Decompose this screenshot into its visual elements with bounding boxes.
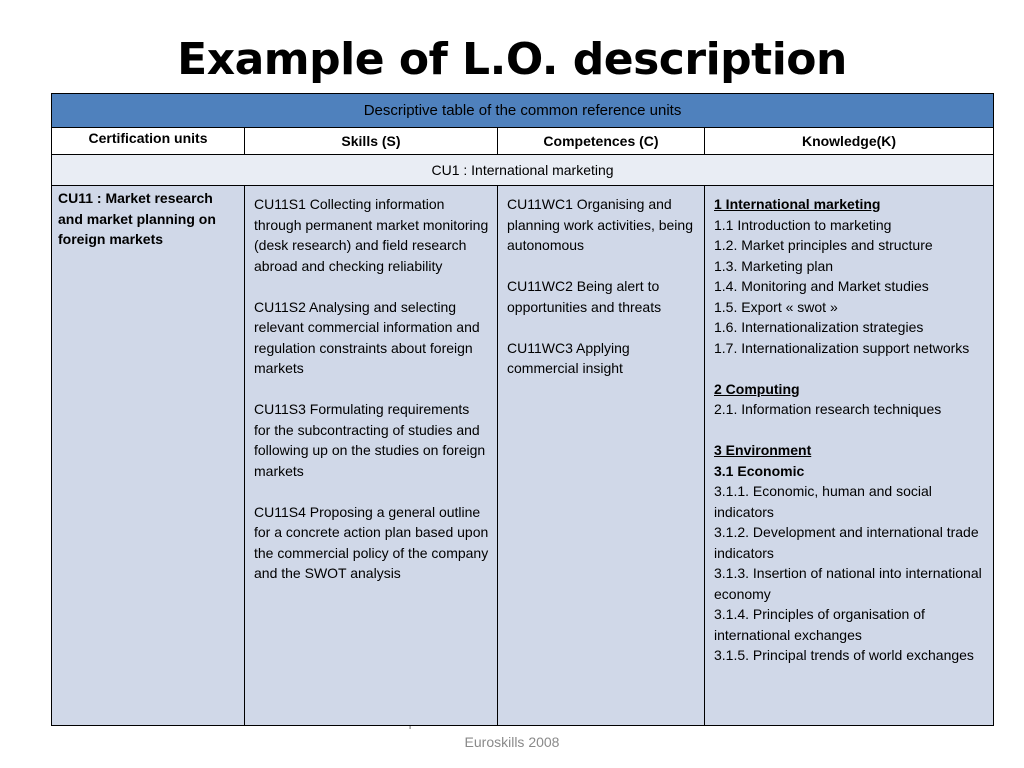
skill-item: CU11S2 Analysing and selecting relevant commercial information and regulation constraints about foreign markets <box>254 298 480 376</box>
skills-cell <box>245 186 498 726</box>
knowledge-subheading: 3.1 Economic <box>714 462 805 479</box>
knowledge-item: 1.5. Export « swot » <box>714 298 838 315</box>
knowledge-item: 1.1 Introduction to marketing <box>714 216 892 233</box>
knowledge-cell <box>705 186 994 726</box>
header-skills: Skills (S) <box>245 128 498 155</box>
table-title-row <box>52 94 994 128</box>
knowledge-item: 3.1.3. Insertion of national into international economy <box>714 565 982 602</box>
knowledge-section-2 <box>714 379 985 420</box>
knowledge-item: 3.1.4. Principles of organisation of international exchanges <box>714 606 925 643</box>
cu-title: CU1 : International marketing <box>52 155 994 186</box>
header-competences: Competences (C) <box>498 128 705 155</box>
knowledge-item: 3.1.5. Principal trends of world exchanges <box>714 647 974 663</box>
header-knowledge: Knowledge(K) <box>705 128 994 155</box>
table-row <box>52 186 994 726</box>
knowledge-item: 3.1.2. Development and international trade indicators <box>714 524 979 561</box>
knowledge-item: 1.7. Internationalization support networks <box>714 339 970 356</box>
competence-item: CU11WC2 Being alert to opportunities and threats <box>507 278 662 315</box>
certification-unit-cell <box>52 186 245 726</box>
knowledge-item: 1.3. Marketing plan <box>714 257 834 274</box>
header-row <box>52 128 994 155</box>
footer-event: Euroskills 2008 <box>464 734 560 750</box>
skill-item: CU11S4 Proposing a general outline for a concrete action plan based upon the commercial policy of the company and the SWOT analysis <box>254 503 489 581</box>
knowledge-item: 1.2. Market principles and structure <box>714 237 933 253</box>
competence-item: CU11WC1 Organising and planning work activities, being autonomous <box>507 196 693 253</box>
competence-item: CU11WC3 Applying commercial insight <box>507 339 630 376</box>
knowledge-heading: 2 Computing <box>714 380 800 397</box>
knowledge-item: 1.4. Monitoring and Market studies <box>714 278 929 294</box>
knowledge-section-1 <box>714 194 985 358</box>
knowledge-item: 3.1.1. Economic, human and social indicators <box>714 483 932 520</box>
slide-title: Example of L.O. description <box>177 34 847 85</box>
skill-item: CU11S3 Formulating requirements for the subcontracting of studies and following up on the studies on foreign markets <box>254 401 486 479</box>
knowledge-heading: 1 International marketing <box>714 196 881 212</box>
certification-unit-text: CU11 : Market research and market planning on foreign markets <box>58 190 216 247</box>
reference-units-table <box>51 93 994 726</box>
cu-row <box>52 155 994 186</box>
knowledge-item: 1.6. Internationalization strategies <box>714 319 924 335</box>
knowledge-item: 2.1. Information research techniques <box>714 401 942 417</box>
competences-cell <box>498 186 705 726</box>
skill-item: CU11S1 Collecting information through permanent market monitoring (desk research) and field research abroad and checking reliability <box>254 196 489 274</box>
header-certification-units: Certification units <box>52 128 245 155</box>
knowledge-section-3 <box>714 440 985 666</box>
table-title: Descriptive table of the common reference units <box>52 94 994 128</box>
knowledge-heading: 3 Environment <box>714 442 812 458</box>
